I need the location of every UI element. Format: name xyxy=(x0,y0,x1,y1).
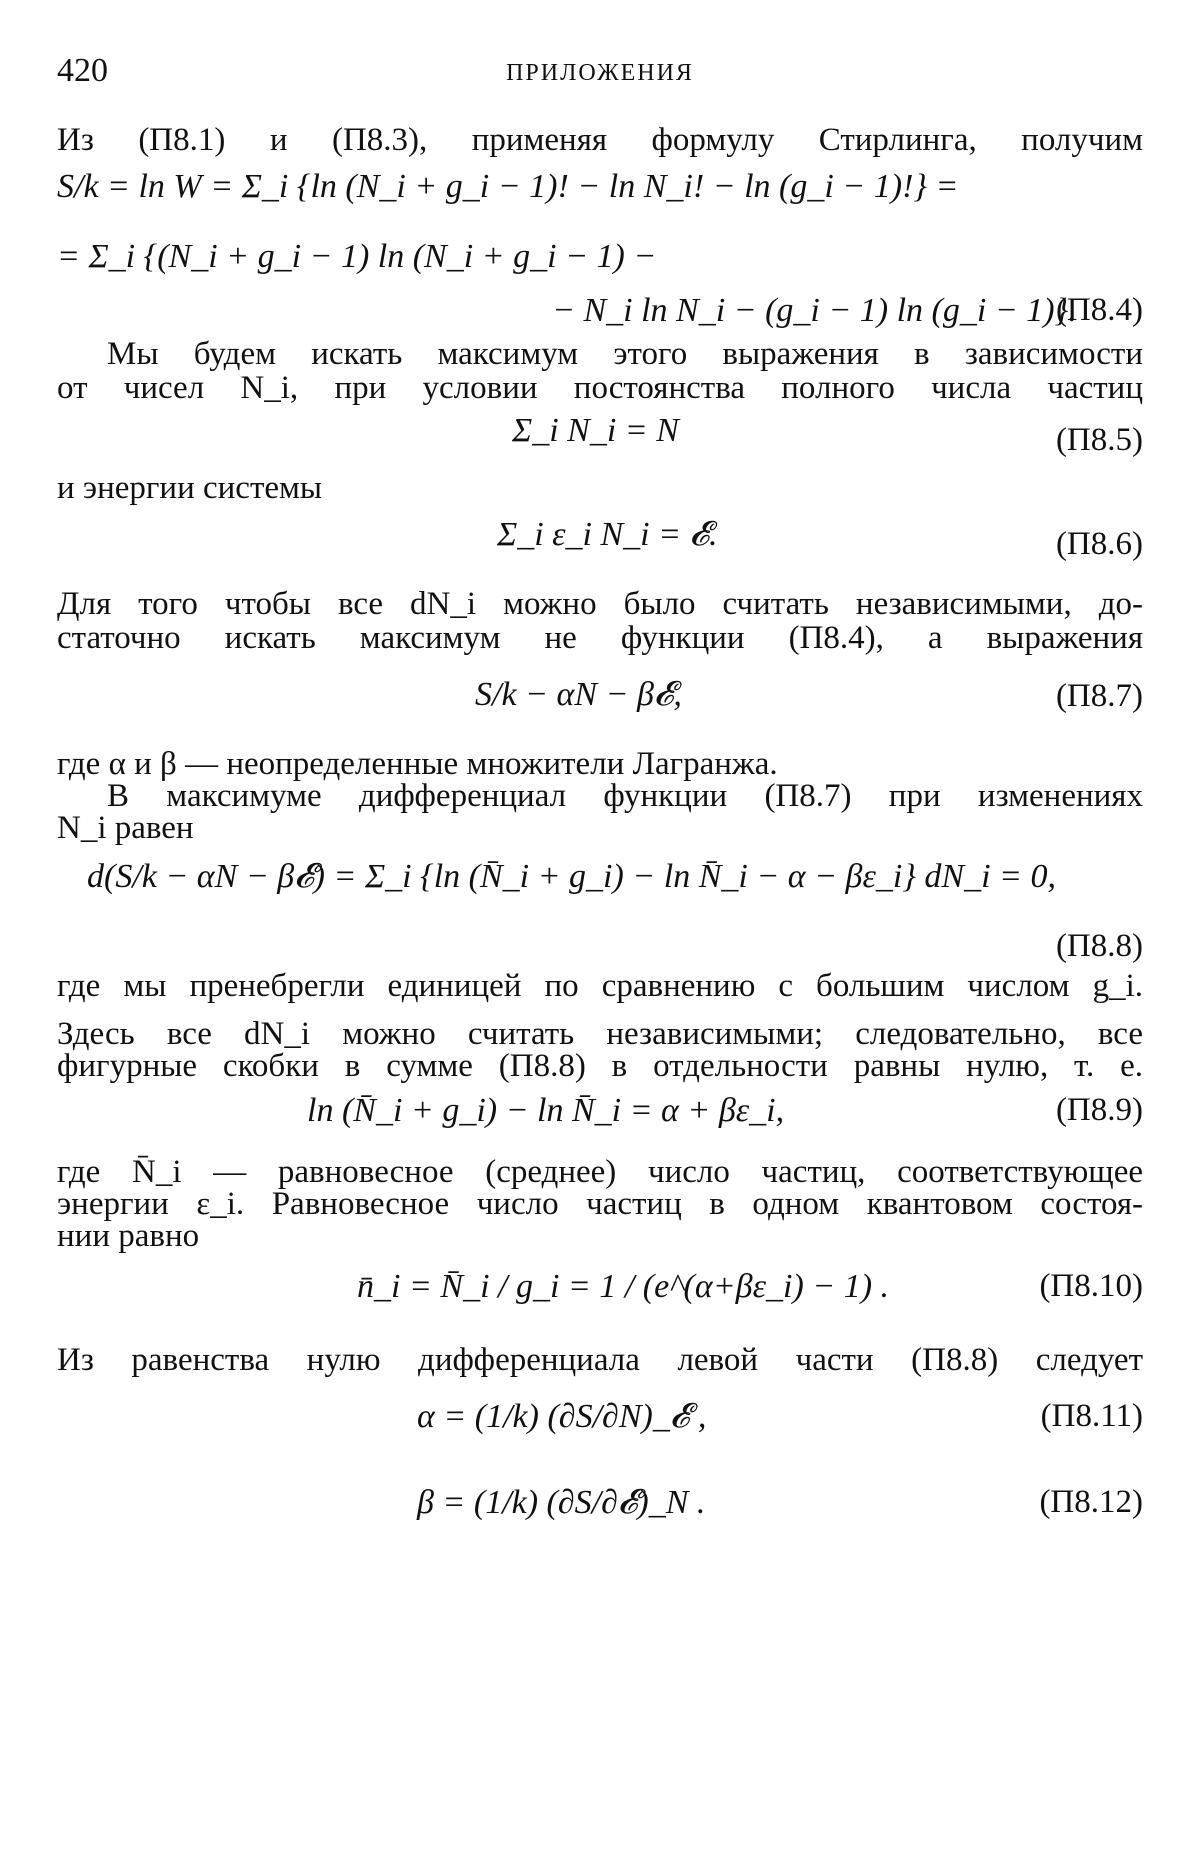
equation-p8-11-text: α = (1/k) (∂S/∂N)_𝓔 , xyxy=(417,1398,707,1435)
equation-number-p8-11: (П8.11) xyxy=(1040,1398,1143,1434)
equation-p8-10-text: n̄_i = N̄_i / g_i = 1 / (e^(α+βε_i) − 1) . xyxy=(357,1268,890,1305)
equation-p8-12 xyxy=(57,1478,1143,1548)
running-title: ПРИЛОЖЕНИЯ xyxy=(506,60,694,86)
equation-p8-4-text2: = Σ_i {(N_i + g_i − 1) ln (N_i + g_i − 1) − xyxy=(57,238,657,275)
paragraph-maximum-l1: Мы будем искать максимум этого выражения в зависимости xyxy=(107,336,1143,372)
paragraph-follows: Из равенства нулю дифференциала левой части (П8.8) следует xyxy=(57,1342,1143,1378)
equation-p8-4-text3: − N_i ln N_i − (g_i − 1) ln (g_i − 1)}. xyxy=(552,292,1077,329)
paragraph-lagrange: где α и β — неопределенные множители Лагранжа. xyxy=(57,746,778,782)
page-header xyxy=(57,52,1143,92)
equation-p8-11 xyxy=(57,1392,1143,1462)
paragraph-intro: Из (П8.1) и (П8.3), применяя формулу Стирлинга, получим xyxy=(57,122,1143,158)
equation-p8-7 xyxy=(57,668,1143,738)
equation-number-p8-10: (П8.10) xyxy=(1039,1268,1143,1304)
paragraph-brackets-l2: фигурные скобки в сумме (П8.8) в отдельности равны нулю, т. е. xyxy=(57,1048,1143,1084)
page-number: 420 xyxy=(57,52,108,89)
paragraph-independent-l1: Для того чтобы все dN_i можно было считать независимыми, до- xyxy=(57,586,1143,622)
paragraph-equilibrium-l1: где N̄_i — равновесное (среднее) число частиц, соответствующее xyxy=(57,1154,1143,1190)
equation-p8-9-text: ln (N̄_i + g_i) − ln N̄_i = α + βε_i, xyxy=(307,1092,785,1129)
equation-p8-6 xyxy=(57,516,1143,586)
equation-p8-12-text: β = (1/k) (∂S/∂𝓔)_N . xyxy=(417,1484,706,1521)
equation-p8-10 xyxy=(57,1262,1143,1332)
equation-p8-4-text1: S/k = ln W = Σ_i {ln (N_i + g_i − 1)! − ln N_i! − ln (g_i − 1)!} = xyxy=(57,168,959,205)
equation-p8-8-text: d(S/k − αN − β𝓔) = Σ_i {ln (N̄_i + g_i) − ln N̄_i − α − βε_i} dN_i = 0, xyxy=(87,858,1056,895)
equation-p8-7-text: S/k − αN − β𝓔, xyxy=(475,676,682,713)
equation-number-p8-6: (П8.6) xyxy=(1055,526,1143,562)
equation-number-p8-4: (П8.4) xyxy=(1055,292,1143,328)
equation-number-p8-8: (П8.8) xyxy=(1055,928,1143,964)
paragraph-equilibrium-l3: нии равно xyxy=(57,1218,200,1254)
equation-number-p8-7: (П8.7) xyxy=(1055,678,1143,714)
equation-number-p8-9: (П8.9) xyxy=(1055,1092,1143,1128)
equation-p8-9 xyxy=(57,1092,1143,1162)
equation-p8-8 xyxy=(57,858,1143,928)
paragraph-equilibrium-l2: энергии ε_i. Равновесное число частиц в одном квантовом состоя- xyxy=(57,1186,1143,1222)
paragraph-independent-l2: статочно искать максимум не функции (П8.4), а выражения xyxy=(57,620,1143,656)
equation-p8-6-text: Σ_i ε_i N_i = 𝓔. xyxy=(497,516,718,553)
paragraph-brackets-l1: Здесь все dN_i можно считать независимыми; следовательно, все xyxy=(57,1016,1143,1052)
equation-p8-4-line1 xyxy=(57,168,1143,238)
paragraph-differential-l2: N_i равен xyxy=(57,810,194,846)
equation-number-p8-5: (П8.5) xyxy=(1055,422,1143,458)
paragraph-energy: и энергии системы xyxy=(57,470,323,506)
paragraph-neglect: где мы пренебрегли единицей по сравнению с большим числом g_i. xyxy=(57,968,1143,1004)
paragraph-maximum-l2: от чисел N_i, при условии постоянства полного числа частиц xyxy=(57,370,1143,406)
equation-p8-5-text: Σ_i N_i = N xyxy=(512,412,679,449)
paragraph-differential-l1: В максимуме дифференциал функции (П8.7) при изменениях xyxy=(107,778,1143,814)
equation-number-p8-12: (П8.12) xyxy=(1039,1484,1143,1520)
